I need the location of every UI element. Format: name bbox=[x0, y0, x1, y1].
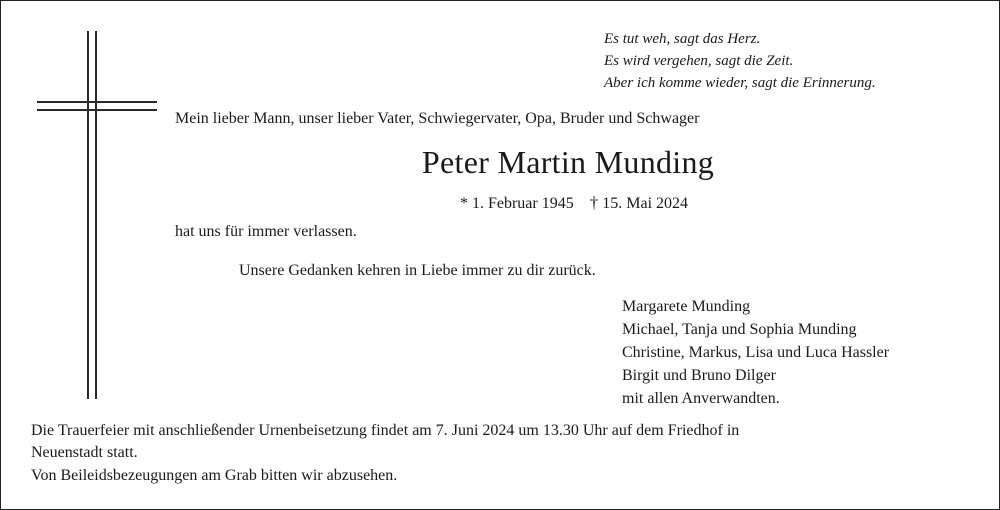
funeral-info-line: Neuenstadt statt. bbox=[31, 444, 138, 461]
poem-line: Aber ich komme wieder, sagt die Erinnerung. bbox=[604, 75, 876, 91]
poem-line: Es tut weh, sagt das Herz. bbox=[604, 31, 761, 47]
condolence-note: Von Beileidsbezeugungen am Grab bitten wir abzusehen. bbox=[31, 467, 398, 484]
life-dates bbox=[1, 193, 1000, 213]
cross-icon bbox=[37, 31, 157, 399]
cross-vertical-line bbox=[95, 31, 97, 399]
deceased-name: Peter Martin Munding bbox=[421, 144, 715, 180]
poem-line: Es wird vergehen, sagt die Zeit. bbox=[604, 53, 794, 69]
funeral-info-line: Die Trauerfeier mit anschließender Urnenbeisetzung findet am 7. Juni 2024 um 13.30 Uhr auf dem Friedhof in bbox=[31, 422, 740, 439]
dagger-icon: † bbox=[589, 193, 599, 212]
birth-date: * 1. Februar 1945 bbox=[459, 195, 574, 212]
mourner-line: mit allen Anverwandten. bbox=[622, 390, 780, 407]
passed-away-text: hat uns für immer verlassen. bbox=[175, 223, 357, 240]
intro-text: Mein lieber Mann, unser lieber Vater, Schwiegervater, Opa, Bruder und Schwager bbox=[175, 110, 700, 127]
remembrance-text: Unsere Gedanken kehren in Liebe immer zu dir zurück. bbox=[239, 262, 596, 279]
cross-horizontal-line bbox=[37, 109, 157, 111]
cross-horizontal-line bbox=[37, 101, 157, 103]
mourner-line: Christine, Markus, Lisa und Luca Hassler bbox=[622, 344, 890, 361]
mourner-line: Michael, Tanja und Sophia Munding bbox=[622, 321, 857, 338]
death-date: 15. Mai 2024 bbox=[602, 195, 689, 212]
mourner-line: Margarete Munding bbox=[622, 298, 751, 315]
mourner-line: Birgit und Bruno Dilger bbox=[622, 367, 776, 384]
cross-vertical-line bbox=[87, 31, 89, 399]
